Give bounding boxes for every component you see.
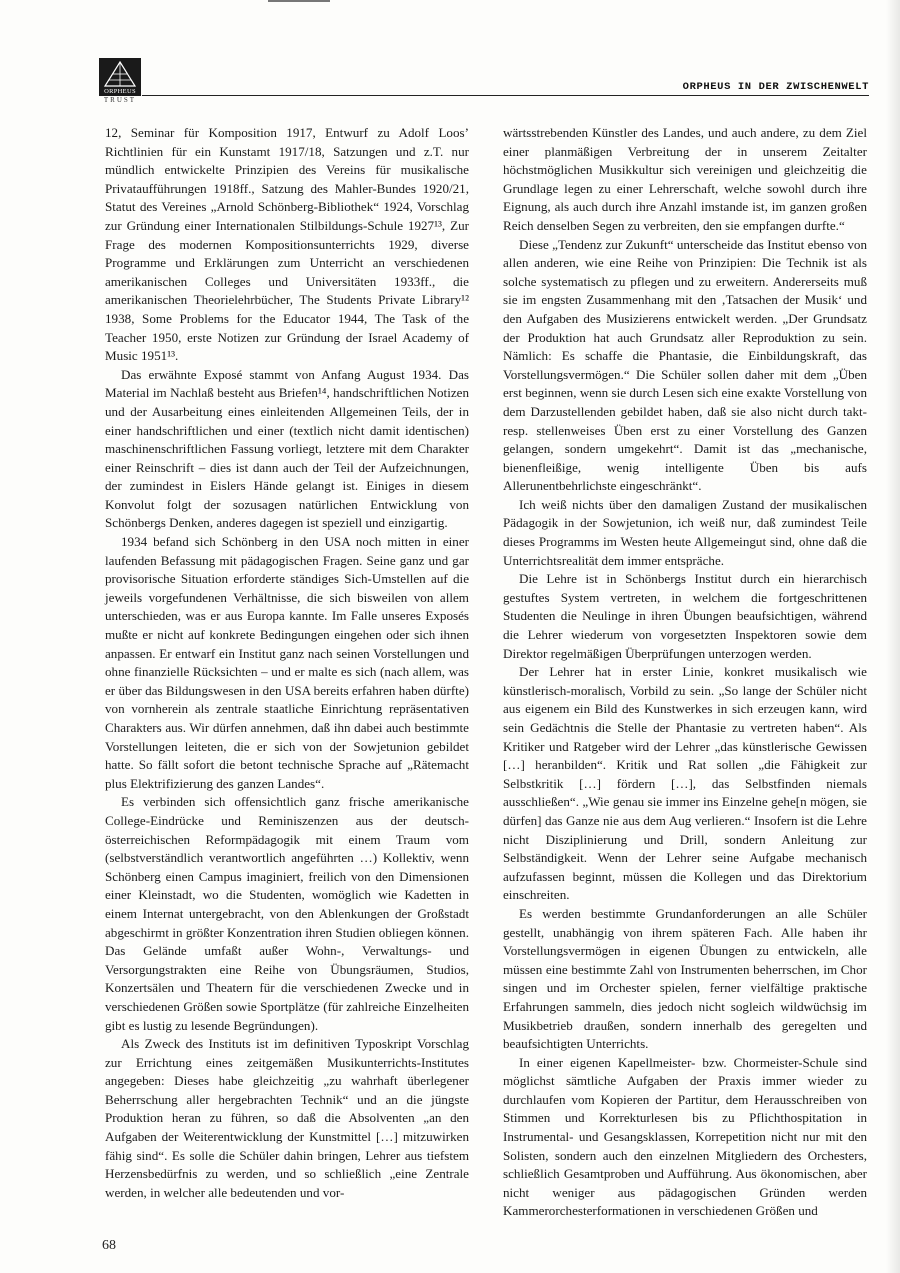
- paragraph: Als Zweck des Instituts ist im definitiven Typoskript Vorschlag zur Errichtung eines zeitgemäßen Musikunterrichts-Institutes angegeben: Dieses habe gleichzeitig „zu wahrhaft überlegener Beherrschung aller hergebrachten Technik“ und an die jüngste Produktion heran zu führen, so daß die Absolventen „an den Aufgaben der Weiterentwicklung der Kunstmittel […] mitzuwirken fähig sind“. Es solle die Schüler dahin bringen, Lehrer aus tiefstem Herzensbedürfnis zu werden, und so schließlich „eine Zentrale werden, in welcher alle bedeutenden und vor-: [105, 1036, 469, 1200]
- paragraph: 1934 befand sich Schönberg in den USA noch mitten in einer laufenden Befassung mit pädagogischen Fragen. Seine ganz und gar provisorische Situation erforderte ständiges Sich-Umstellen auf die jeweils vorgefundenen Verhältnisse, die sich bisweilen von allem unterschieden, was er aus Europa kannte. Im Falle unseres Exposés mußte er nicht auf konkrete Bedingungen eingehen oder sich ihnen anpassen. Er entwarf ein Institut ganz nach seinen Vorstellungen und ohne finanzielle Rücksichten – und er malte es sich (nach allem, was er über das Bildungswesen in den USA bereits erfahren haben dürfte) von vornherein als zentrale staatliche Einrichtung repräsentativen Charakters aus. Wir dürfen annehmen, daß ihn dabei auch bestimmte Vorstellungen leiteten, die er sich von der Sowjetunion gebildet hatte. So fällt sofort die betont technische Sprache auf „Rätemacht plus Elektrifizierung des ganzen Landes“.: [105, 534, 469, 791]
- paragraph: wärtsstrebenden Künstler des Landes, und auch andere, zu dem Ziel einer planmäßigen Verbreitung der in unserem Zeitalter höchstmöglichen Musikkultur sich vereinigen und gleichzeitig die Grundlage legen zu einer Lehrerschaft, welche sowohl durch ihre Eignung, als auch durch ihre Anzahl imstande ist, im ganzen großen Reich denselben Segen zu verbreiten, den sie empfangen durfte.“: [503, 125, 867, 233]
- paragraph: Es werden bestimmte Grundanforderungen an alle Schüler gestellt, unabhängig von ihrem späteren Fach. Alle haben ihr Vorstellungsvermögen in eigenen Übungen zu entwickeln, alle müssen eine bestimmte Zahl von Instrumenten beherrschen, im Chor singen und im Orchester spielen, ferner vielfältige praktische Erfahrungen sammeln, dies jedoch nicht sogleich wildwüchsig im Musikbetrieb draußen, sondern innerhalb des geregelten und beaufsichtigten Unterrichts.: [503, 905, 867, 1052]
- paragraph: In einer eigenen Kapellmeister- bzw. Chormeister-Schule sind möglichst sämtliche Aufgaben der Praxis immer wieder zu durchlaufen vom Kopieren der Partitur, dem Herausschreiben von Stimmen und Korrekturlesen bis zu Pflichthospitation in Instrumental- und Gesangsklassen, Korrepetition nicht nur mit den Solisten, sondern auch den einzelnen Mitgliedern des Orchesters, schließlich Gesamtproben und Aufführung. Aus ökonomischen, aber nicht weniger aus pädagogischen Gründen werden Kammerorchesterformationen in verschiedenen Größen und: [503, 1054, 867, 1219]
- page-number: 68: [102, 1238, 116, 1253]
- paragraph: Es verbinden sich offensichtlich ganz frische amerikanische College-Eindrücke und Reminiszenzen aus der deutsch-österreichischen Reformpädagogik mit einem Traum vom (selbstverständlich verantwortlich angeführten …) Kollektiv, wenn Schönberg einen Campus imaginiert, freilich von den Dimensionen einer Kleinstadt, wo die Studenten, womöglich wie Kadetten in einem Internat untergebracht, von den Ablenkungen der Großstadt abgeschirmt in größter Konzentration ihren Studien obliegen können. Das Gelände umfaßt außer Wohn-, Verwaltungs- und Versorgungstrakten eine Reihe von Übungsräumen, Studios, Konzertsälen und Theatern für die verschiedenen Zwecke und in verschiedenen Größen sowie Sportplätze (für zahlreiche Einzelheiten gibt es lustig zu lesende Begründungen).: [105, 794, 469, 1033]
- logo-wordmark: ORPHEUS: [99, 88, 141, 96]
- paragraph: 12, Seminar für Komposition 1917, Entwurf zu Adolf Loos’ Richtlinien für ein Kunstamt 1917/18, Satzungen und z.T. nur mündlich entwickelte Prinzipien des Vereins für musikalische Privataufführungen 1918ff., Satzung des Mahler-Bundes 1920/21, Statut des Vereines „Arnold Schönberg-Bibliothek“ 1924, Vorschlag zur Gründung einer Internationalen Stilbildungs-Schule 1927¹³, Zur Frage des modernen Kompositionsunterrichts 1929, diverse Programme und Erklärungen zum Unterricht an verschiedenen amerikanischen Colleges und Universitäten 1933ff., die amerikanischen Theorielehrbücher, The Students Private Library¹² 1938, Some Problems for the Educator 1944, The Task of the Teacher 1950, erste Notizen zur Gründung der Israel Academy of Music 1951¹³.: [105, 125, 469, 364]
- left-text-column: [105, 124, 469, 1202]
- header-rule: [142, 95, 869, 96]
- orpheus-trust-logo: [99, 58, 141, 104]
- paragraph: Diese „Tendenz zur Zukunft“ unterscheide das Institut ebenso von allen anderen, wie eine Reihe von Prinzipien: Die Technik ist als solche systematisch zu pflegen und zu erweitern. Andererseits muß sie im engsten Zusammenhang mit den ‚Tatsachen der Musik‘ und den Aufgaben des Musizierens entwickelt werden. „Der Grundsatz der Produktion hat auch Grundsatz aller Reproduktion zu sein. Nämlich: Es schaffe die Phantasie, die Einbildungskraft, das Vorstellungsvermögen.“ Die Schüler sollen daher mit dem „Üben erst beginnen, wenn sie durch Lesen sich eine exakte Vorstellung von dem Darzustellenden gebildet haben, daß sie also nicht durch takt- resp. stellenweises Üben erst zu einer Vorstellung des Ganzen gelangen, sondern umgekehrt“. Damit ist das „mechanische, bienenfleißige, wenig intelligente Üben bis aufs Allerunentbehrlichste eingeschränkt“.: [503, 236, 867, 494]
- paragraph: Der Lehrer hat in erster Linie, konkret musikalisch wie künstlerisch-moralisch, Vorbild zu sein. „So lange der Schüler nicht aus eigenem ein Bild des Kunstwerkes in sich erzeugen kann, wird sein Gedächtnis die Stelle der Phantasie zu vertreten haben“. Als Kritiker und Ratgeber wird der Lehrer „das künstlerische Gewissen […] heranbilden“. Kritik und Rat sollen „die Fähigkeit zur Selbstkritik […] fördern […], das Selbstfinden niemals ausschließen“. „Wie genau sie immer ins Einzelne gehe[n mögen, sie dürfen] das Ganze nie aus dem Aug verlieren.“ Insofern ist die Lehre nicht Disziplinierung und Drill, sondern Anleitung zur Selbständigkeit. Wenn der Lehrer seine Aufgabe mechanisch aufzufassen beginnt, müssen die Kollegen und das Direktorium einschreiten.: [503, 664, 867, 903]
- logo-subtext: TRUST: [103, 96, 137, 104]
- page-edge-shadow: [886, 0, 900, 1273]
- paragraph: Ich weiß nichts über den damaligen Zustand der musikalischen Pädagogik in der Sowjetunion, ich weiß nur, daß zumindest Teile dieses Programms im Westen heute Allgemeingut sind, ohne daß die Unterrichtsrealität dem immer entspräche.: [503, 496, 867, 568]
- pyramid-icon: [99, 58, 141, 88]
- paragraph: Das erwähnte Exposé stammt von Anfang August 1934. Das Material im Nachlaß besteht aus Briefen¹⁴, handschriftlichen Notizen und der Ausarbeitung eines einleitenden Allgemeinen Teils, der in einer handschriftlichen und einer (textlich nicht damit identischen) maschinenschriftlichen Fassung vorliegt, letztere mit dem Charakter einer Reinschrift – dies ist dann auch der Teil der Aufzeichnungen, der zumindest in Eislers Hände gelangt ist. Einiges in diesem Konvolut folgt der sozusagen natürlichen Entwicklung von Schönbergs Denken, anderes dagegen ist speziell und einzigartig.: [105, 366, 469, 531]
- right-text-column: [503, 124, 867, 1221]
- paragraph: Die Lehre ist in Schönbergs Institut durch ein hierarchisch gestuftes System vertreten, in welchem die fortgeschrittenen Studenten die Neulinge in ihren Übungen beaufsichtigen, während die Lehrer wiederum von vorgesetzten Inspektoren sowie dem Direktor regelmäßigen Überprüfungen unterzogen werden.: [503, 571, 867, 661]
- running-head: ORPHEUS IN DER ZWISCHENWELT: [682, 81, 869, 93]
- logo-mark: [99, 58, 141, 88]
- top-edge-rule: [268, 0, 330, 2]
